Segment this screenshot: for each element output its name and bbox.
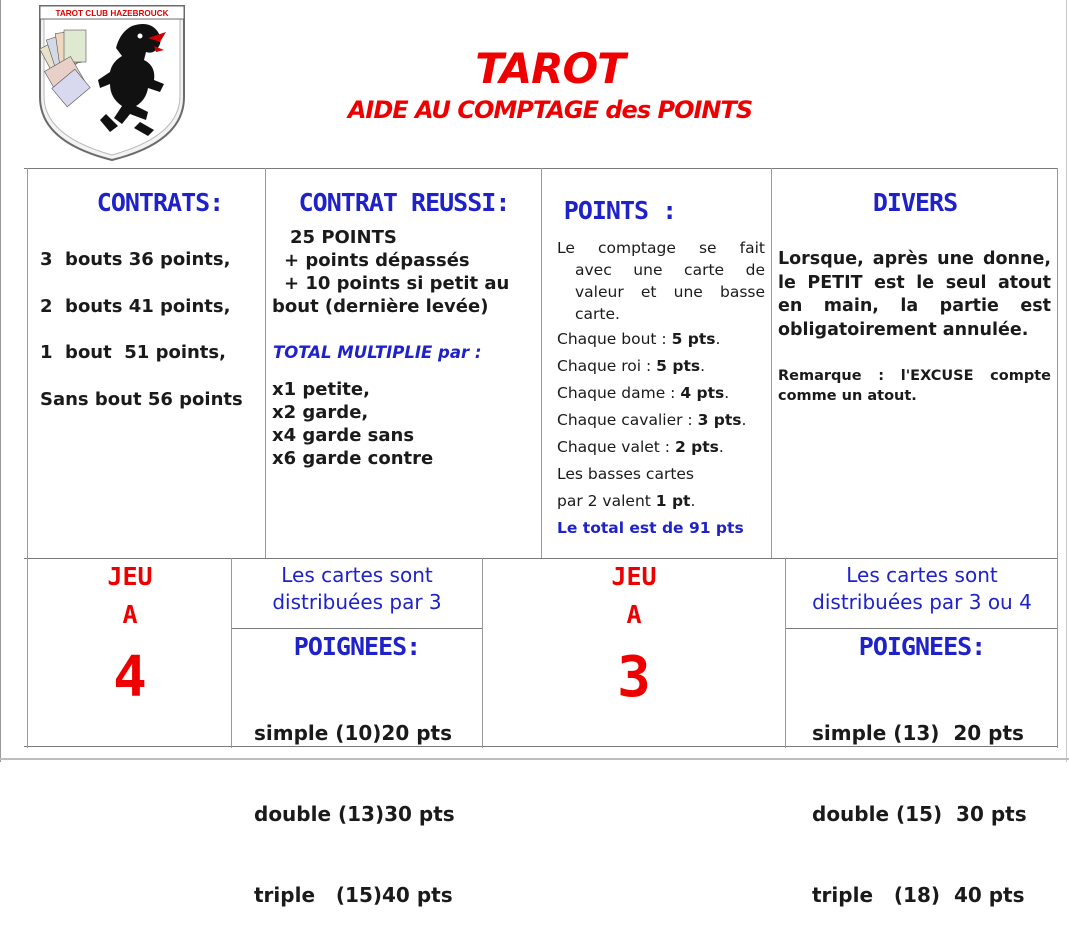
divers-line: Lorsque, après une donne, — [778, 249, 1051, 269]
multiplier-item: x6 garde contre — [272, 448, 434, 469]
points-suffix: . — [715, 330, 721, 348]
contrat-line-1-bout: 1 bout 51 points, — [40, 342, 226, 363]
row2-divider-2 — [482, 558, 483, 748]
reussi-line: + points dépassés — [284, 250, 470, 271]
remark-line: comme un atout. — [778, 388, 917, 404]
contrat-reussi-heading: CONTRAT REUSSI: — [298, 188, 510, 217]
points-label: Chaque valet : — [557, 438, 675, 456]
points-basses-line1: Les basses cartes — [557, 465, 695, 483]
points-suffix: . — [724, 384, 730, 402]
distribution-line: distribuées par 3 ou 4 — [812, 590, 1032, 614]
jeu3-poignees-list — [812, 666, 1027, 936]
jeu4-poignees-list — [254, 666, 455, 936]
points-value: 5 pts — [656, 357, 701, 375]
poignee-item: simple (10)20 pts — [254, 721, 452, 745]
multiplier-item: x4 garde sans — [272, 425, 415, 446]
divers-line: le PETIT est le seul atout — [778, 272, 1051, 293]
reussi-line: + 10 points si petit au — [284, 273, 510, 294]
divers-heading: DIVERS — [872, 188, 958, 217]
club-crest-logo — [36, 2, 188, 162]
distribution-line: distribuées par 3 — [272, 590, 442, 614]
jeu3-number: 3 — [617, 645, 651, 710]
distribution-line: Les cartes sont — [846, 563, 998, 587]
table-right-border — [1057, 168, 1058, 748]
points-item-dame — [557, 384, 729, 402]
page-title: TAROT — [475, 44, 625, 93]
basses-value: 1 pt — [655, 492, 691, 510]
multiplier-list — [272, 378, 433, 470]
points-intro — [557, 237, 765, 325]
jeu4-inner-divider — [232, 628, 482, 629]
points-label: Chaque dame : — [557, 384, 681, 402]
distribution-line: Les cartes sont — [281, 563, 433, 587]
crest-banner-text: TAROT CLUB HAZEBROUCK — [55, 9, 169, 18]
points-intro-line: valeur et une basse — [575, 283, 765, 301]
total-multiplie-label: TOTAL MULTIPLIE par : — [273, 343, 482, 362]
jeu3-inner-divider — [786, 628, 1058, 629]
points-suffix: . — [718, 438, 724, 456]
poignee-item: simple (13) 20 pts — [812, 721, 1024, 745]
points-value: 5 pts — [671, 330, 716, 348]
contrats-heading: CONTRATS: — [96, 188, 224, 217]
multiplier-item: x1 petite, — [272, 379, 370, 400]
poignee-item: double (13)30 pts — [254, 802, 455, 826]
contrat-line-2-bouts: 2 bouts 41 points, — [40, 296, 231, 317]
points-basses-line2 — [557, 492, 695, 510]
frame-left-border — [0, 0, 1, 762]
col-divider-2 — [541, 168, 542, 558]
table-middle-border — [24, 558, 1058, 559]
points-label: Chaque roi : — [557, 357, 657, 375]
points-heading: POINTS : — [563, 196, 677, 225]
divers-line: obligatoirement annulée. — [778, 319, 1029, 340]
divers-line: en main, la partie est — [778, 296, 1051, 316]
col-divider-3 — [771, 168, 772, 558]
table-left-border — [27, 168, 28, 748]
points-value: 2 pts — [674, 438, 719, 456]
jeu3-a-label: A — [626, 600, 642, 629]
contrat-line-3-bouts: 3 bouts 36 points, — [40, 249, 231, 270]
points-label: Chaque bout : — [557, 330, 672, 348]
basses-suffix: . — [690, 492, 696, 510]
points-intro-line: Le comptage se fait — [557, 239, 765, 257]
reussi-line: bout (dernière levée) — [272, 296, 489, 317]
jeu4-distribution — [232, 562, 482, 616]
jeu4-jeu-label: JEU — [107, 562, 153, 591]
divers-paragraph — [778, 248, 1051, 342]
jeu3-poignees-heading: POIGNEES: — [858, 632, 986, 661]
points-item-cavalier — [557, 411, 746, 429]
points-item-roi — [557, 357, 705, 375]
poignee-item: triple (18) 40 pts — [812, 883, 1025, 907]
remark-line: Remarque : l'EXCUSE compte — [778, 368, 1051, 384]
points-intro-line: avec une carte de — [575, 261, 765, 279]
poignee-item: double (15) 30 pts — [812, 802, 1027, 826]
points-total: Le total est de 91 pts — [557, 519, 744, 537]
poignee-item: triple (15)40 pts — [254, 883, 453, 907]
page-subtitle: AIDE AU COMPTAGE des POINTS — [347, 96, 753, 124]
multiplier-item: x2 garde, — [272, 402, 369, 423]
points-label: Chaque cavalier : — [557, 411, 698, 429]
points-item-valet — [557, 438, 724, 456]
frame-right-border — [1066, 0, 1067, 762]
jeu4-poignees-heading: POIGNEES: — [293, 632, 421, 661]
jeu3-jeu-label: JEU — [611, 562, 657, 591]
divers-remark — [778, 366, 1051, 406]
contrat-reussi-lines — [272, 226, 537, 318]
col-divider-1 — [265, 168, 266, 558]
contrat-line-sans-bout: Sans bout 56 points — [40, 389, 243, 410]
points-suffix: . — [700, 357, 706, 375]
reussi-line: 25 POINTS — [290, 227, 397, 248]
points-item-bout — [557, 330, 720, 348]
jeu4-a-label: A — [122, 600, 138, 629]
points-suffix: . — [741, 411, 747, 429]
jeu4-number: 4 — [113, 645, 147, 710]
jeu3-distribution — [786, 562, 1058, 616]
points-value: 4 pts — [680, 384, 725, 402]
points-value: 3 pts — [697, 411, 742, 429]
basses-label: par 2 valent — [557, 492, 656, 510]
points-intro-line: carte. — [575, 305, 620, 323]
crest-shield-icon — [36, 2, 188, 162]
